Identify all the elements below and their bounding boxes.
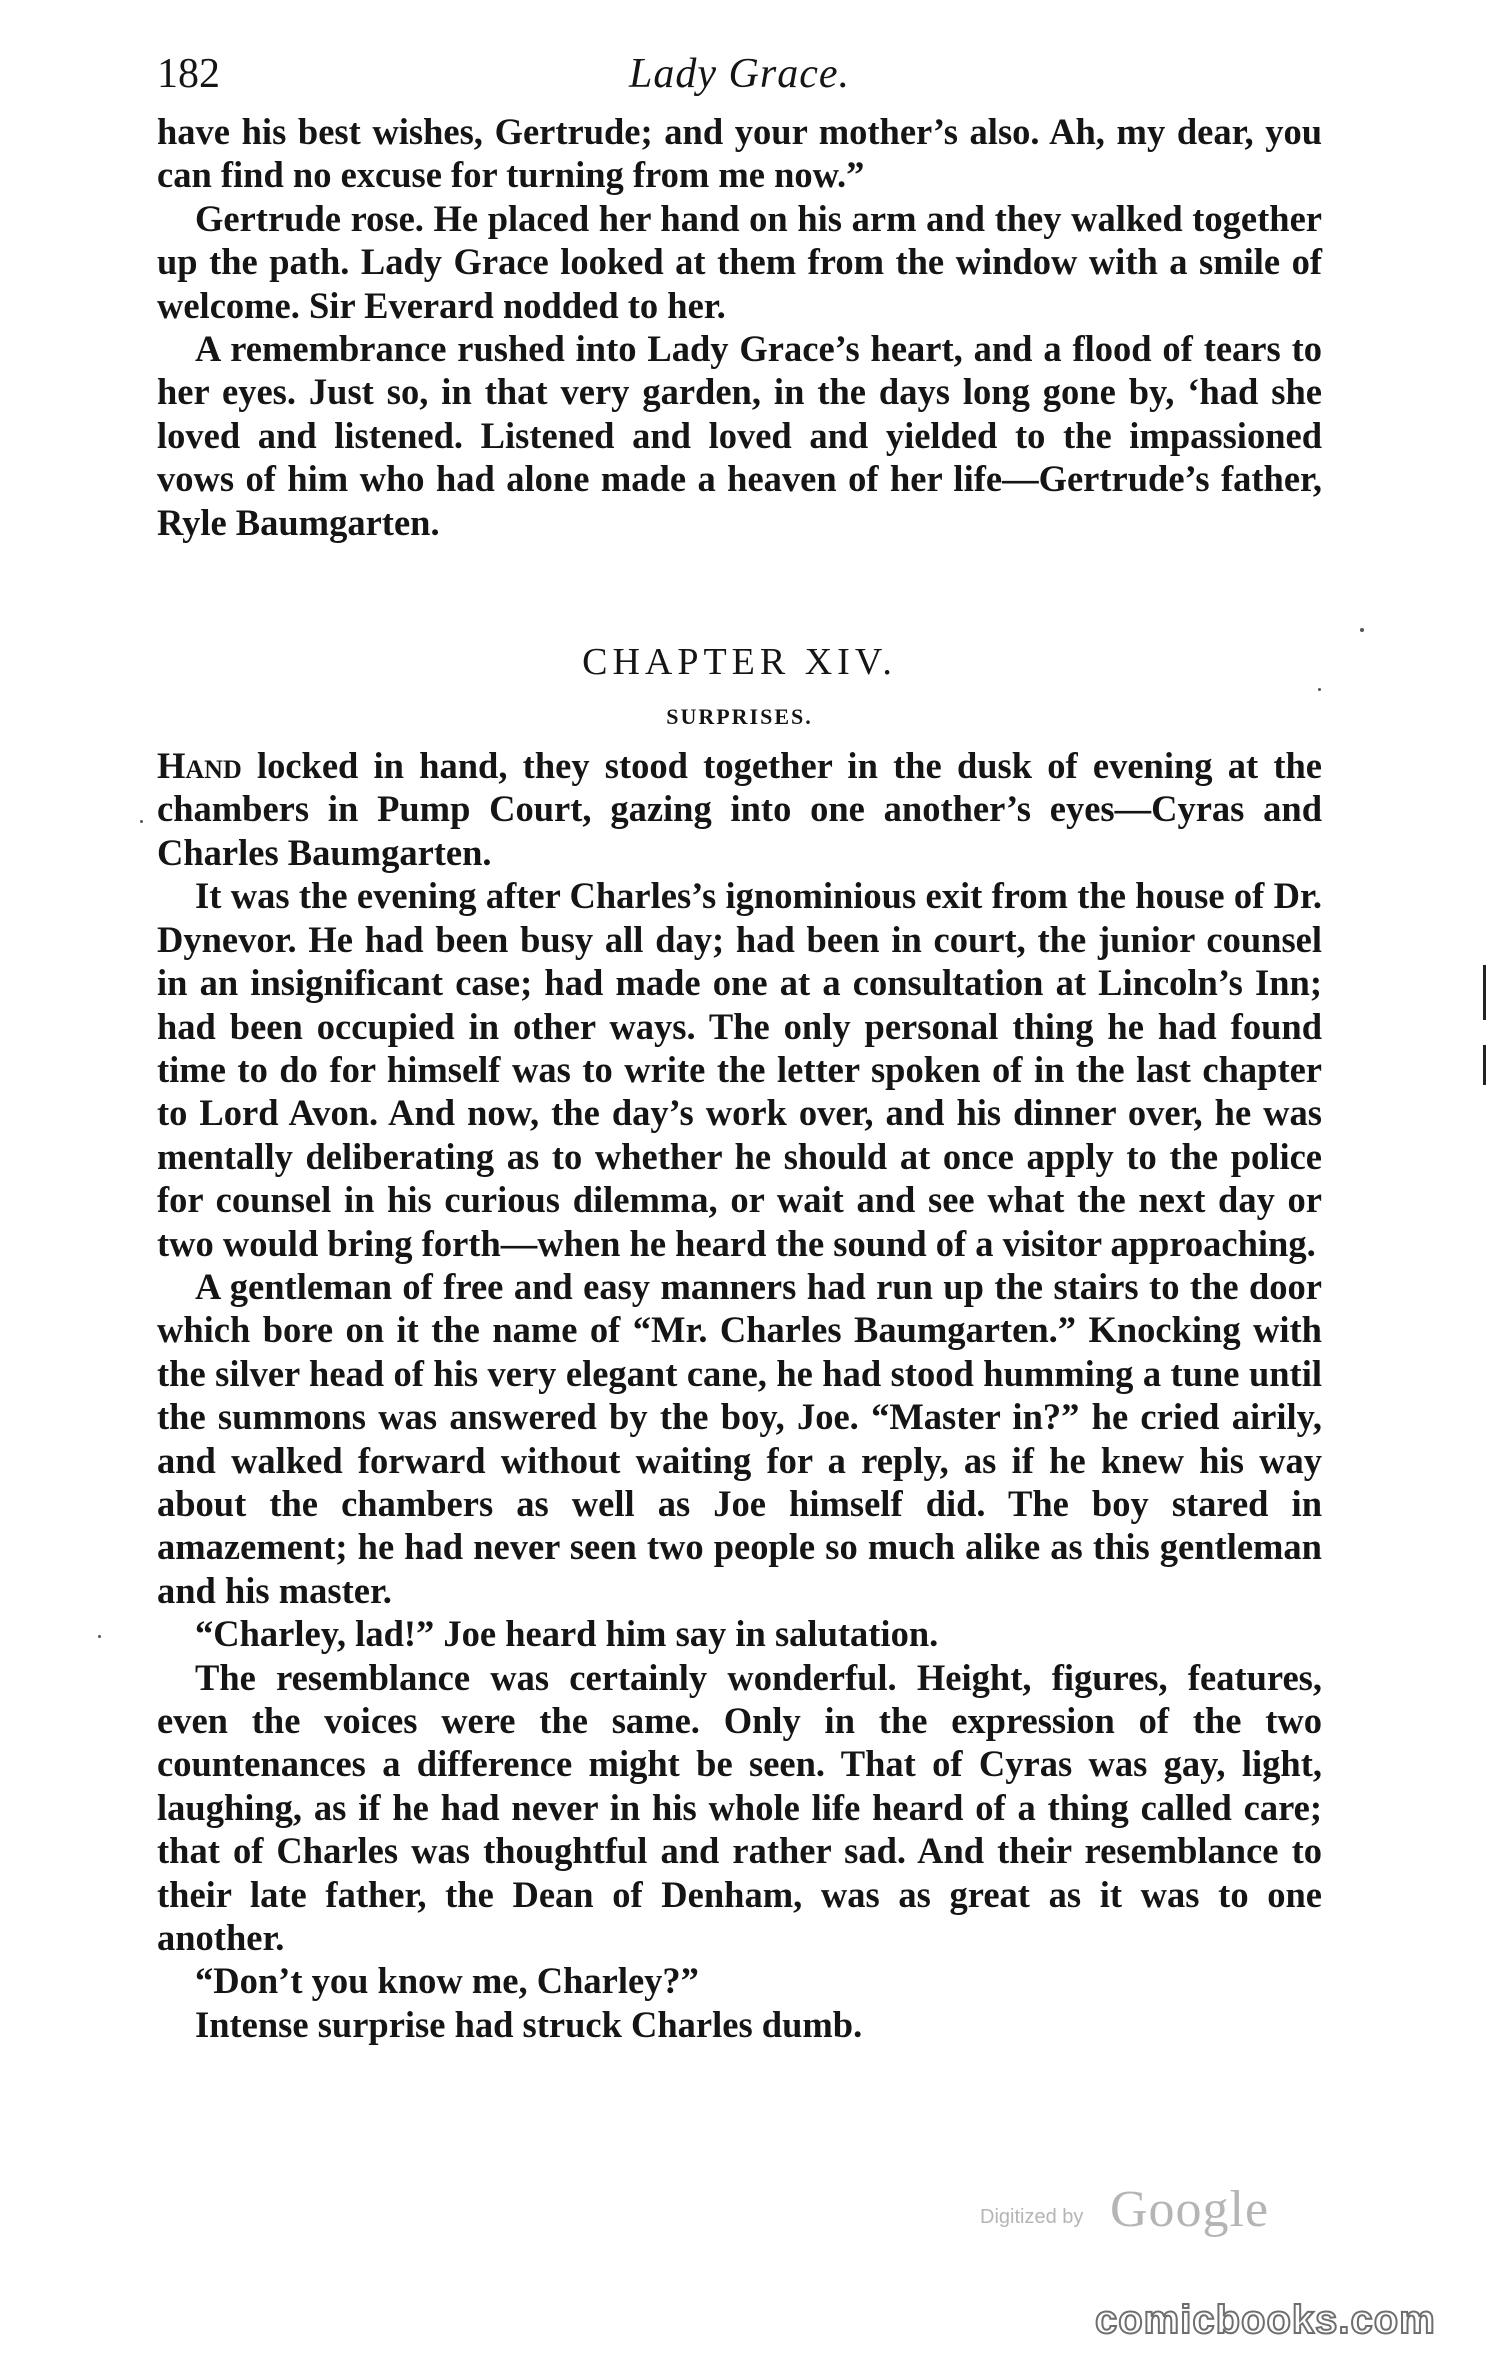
paragraph: It was the evening after Charles’s ignominious exit from the house of Dr. Dynevor. He had been busy all day; had been in court, the junior counsel in an insignificant case; had made one at a consultation at Lincoln’s Inn; had been occupied in other ways. The only personal thing he had found time to do for himself was to write the letter spoken of in the last chapter to Lord Avon. And now, the day’s work over, and his dinner over, he was mentally deliberating as to whether he should at once apply to the police for counsel in his curious dilemma, or wait and see what the next day or two would bring forth—when he heard the sound of a visitor approaching. — [157, 875, 1322, 1264]
paragraph: “Charley, lad!” Joe heard him say in salutation. — [195, 1613, 939, 1655]
google-watermark — [980, 2180, 1300, 2240]
scan-speck — [98, 1635, 101, 1638]
paragraph: “Don’t you know me, Charley?” — [195, 1960, 699, 2002]
digitized-by-text: Digitized by — [980, 2206, 1084, 2228]
page-edge-mark — [1483, 1045, 1486, 1085]
paragraph: A remembrance rushed into Lady Grace’s heart, and a flood of tears to her eyes. Just so, in that very garden, in the days long gone by, ‘had she loved and listened. Listened and loved and yielded to the impassioned vows of him who had alone made a heaven of her life—Gertrude’s father, Ryle Baumgarten. — [157, 328, 1322, 543]
paragraph-text: locked in hand, they stood together in the dusk of evening at the chambers in Pump Court, gazing into one another’s eyes—Cyras and Charles Baumgarten. — [157, 745, 1322, 873]
paragraph: Intense surprise had struck Charles dumb. — [195, 2003, 863, 2045]
page-number: 182 — [157, 51, 220, 97]
chapter-subtitle: SURPRISES. — [666, 704, 813, 730]
paragraph: Gertrude rose. He placed her hand on his arm and they walked together up the path. Lady Grace looked at them from the window with a smile of welcome. Sir Everard nodded to her. — [157, 197, 1322, 326]
paragraph: A gentleman of free and easy manners had run up the stairs to the door which bore on it the name of “Mr. Charles Baumgarten.” Knocking with the silver head of his very elegant cane, he had stood humming a tune until the summons was answered by the boy, Joe. “Master in?” he cried airily, and walked forward without waiting for a reply, as if he knew his way about the chambers as well as Joe himself did. The boy stared in amazement; he had never seen two people so much alike as this gentleman and his master. — [157, 1265, 1322, 1611]
running-title: Lady Grace. — [629, 51, 850, 97]
page-edge-mark — [1483, 965, 1486, 1020]
chapter-opening-paragraph — [157, 744, 1322, 874]
paragraph: have his best wishes, Gertrude; and your mother’s also. Ah, my dear, you can find no excuse for turning from me now.” — [157, 111, 1322, 196]
scan-speck — [1318, 688, 1321, 691]
lead-word: Hand — [157, 745, 242, 787]
site-watermark: comicbooks.com — [1095, 2298, 1436, 2342]
book-page — [157, 40, 1322, 2046]
paragraph: The resemblance was certainly wonderful. Height, figures, features, even the voices were the same. Only in the expression of the two countenances a difference might be seen. That of Cyras was gay, light, laughing, as if he had never in his whole life heard of a thing called care; that of Charles was thoughtful and rather sad. And their resemblance to their late father, the Dean of Denham, was as great as it was to one another. — [157, 1656, 1322, 1959]
chapter-title: CHAPTER XIV. — [582, 641, 897, 684]
running-head — [157, 40, 1322, 110]
google-logo: Google — [1110, 2181, 1270, 2238]
scan-speck — [1360, 628, 1364, 632]
scan-speck — [140, 820, 143, 823]
